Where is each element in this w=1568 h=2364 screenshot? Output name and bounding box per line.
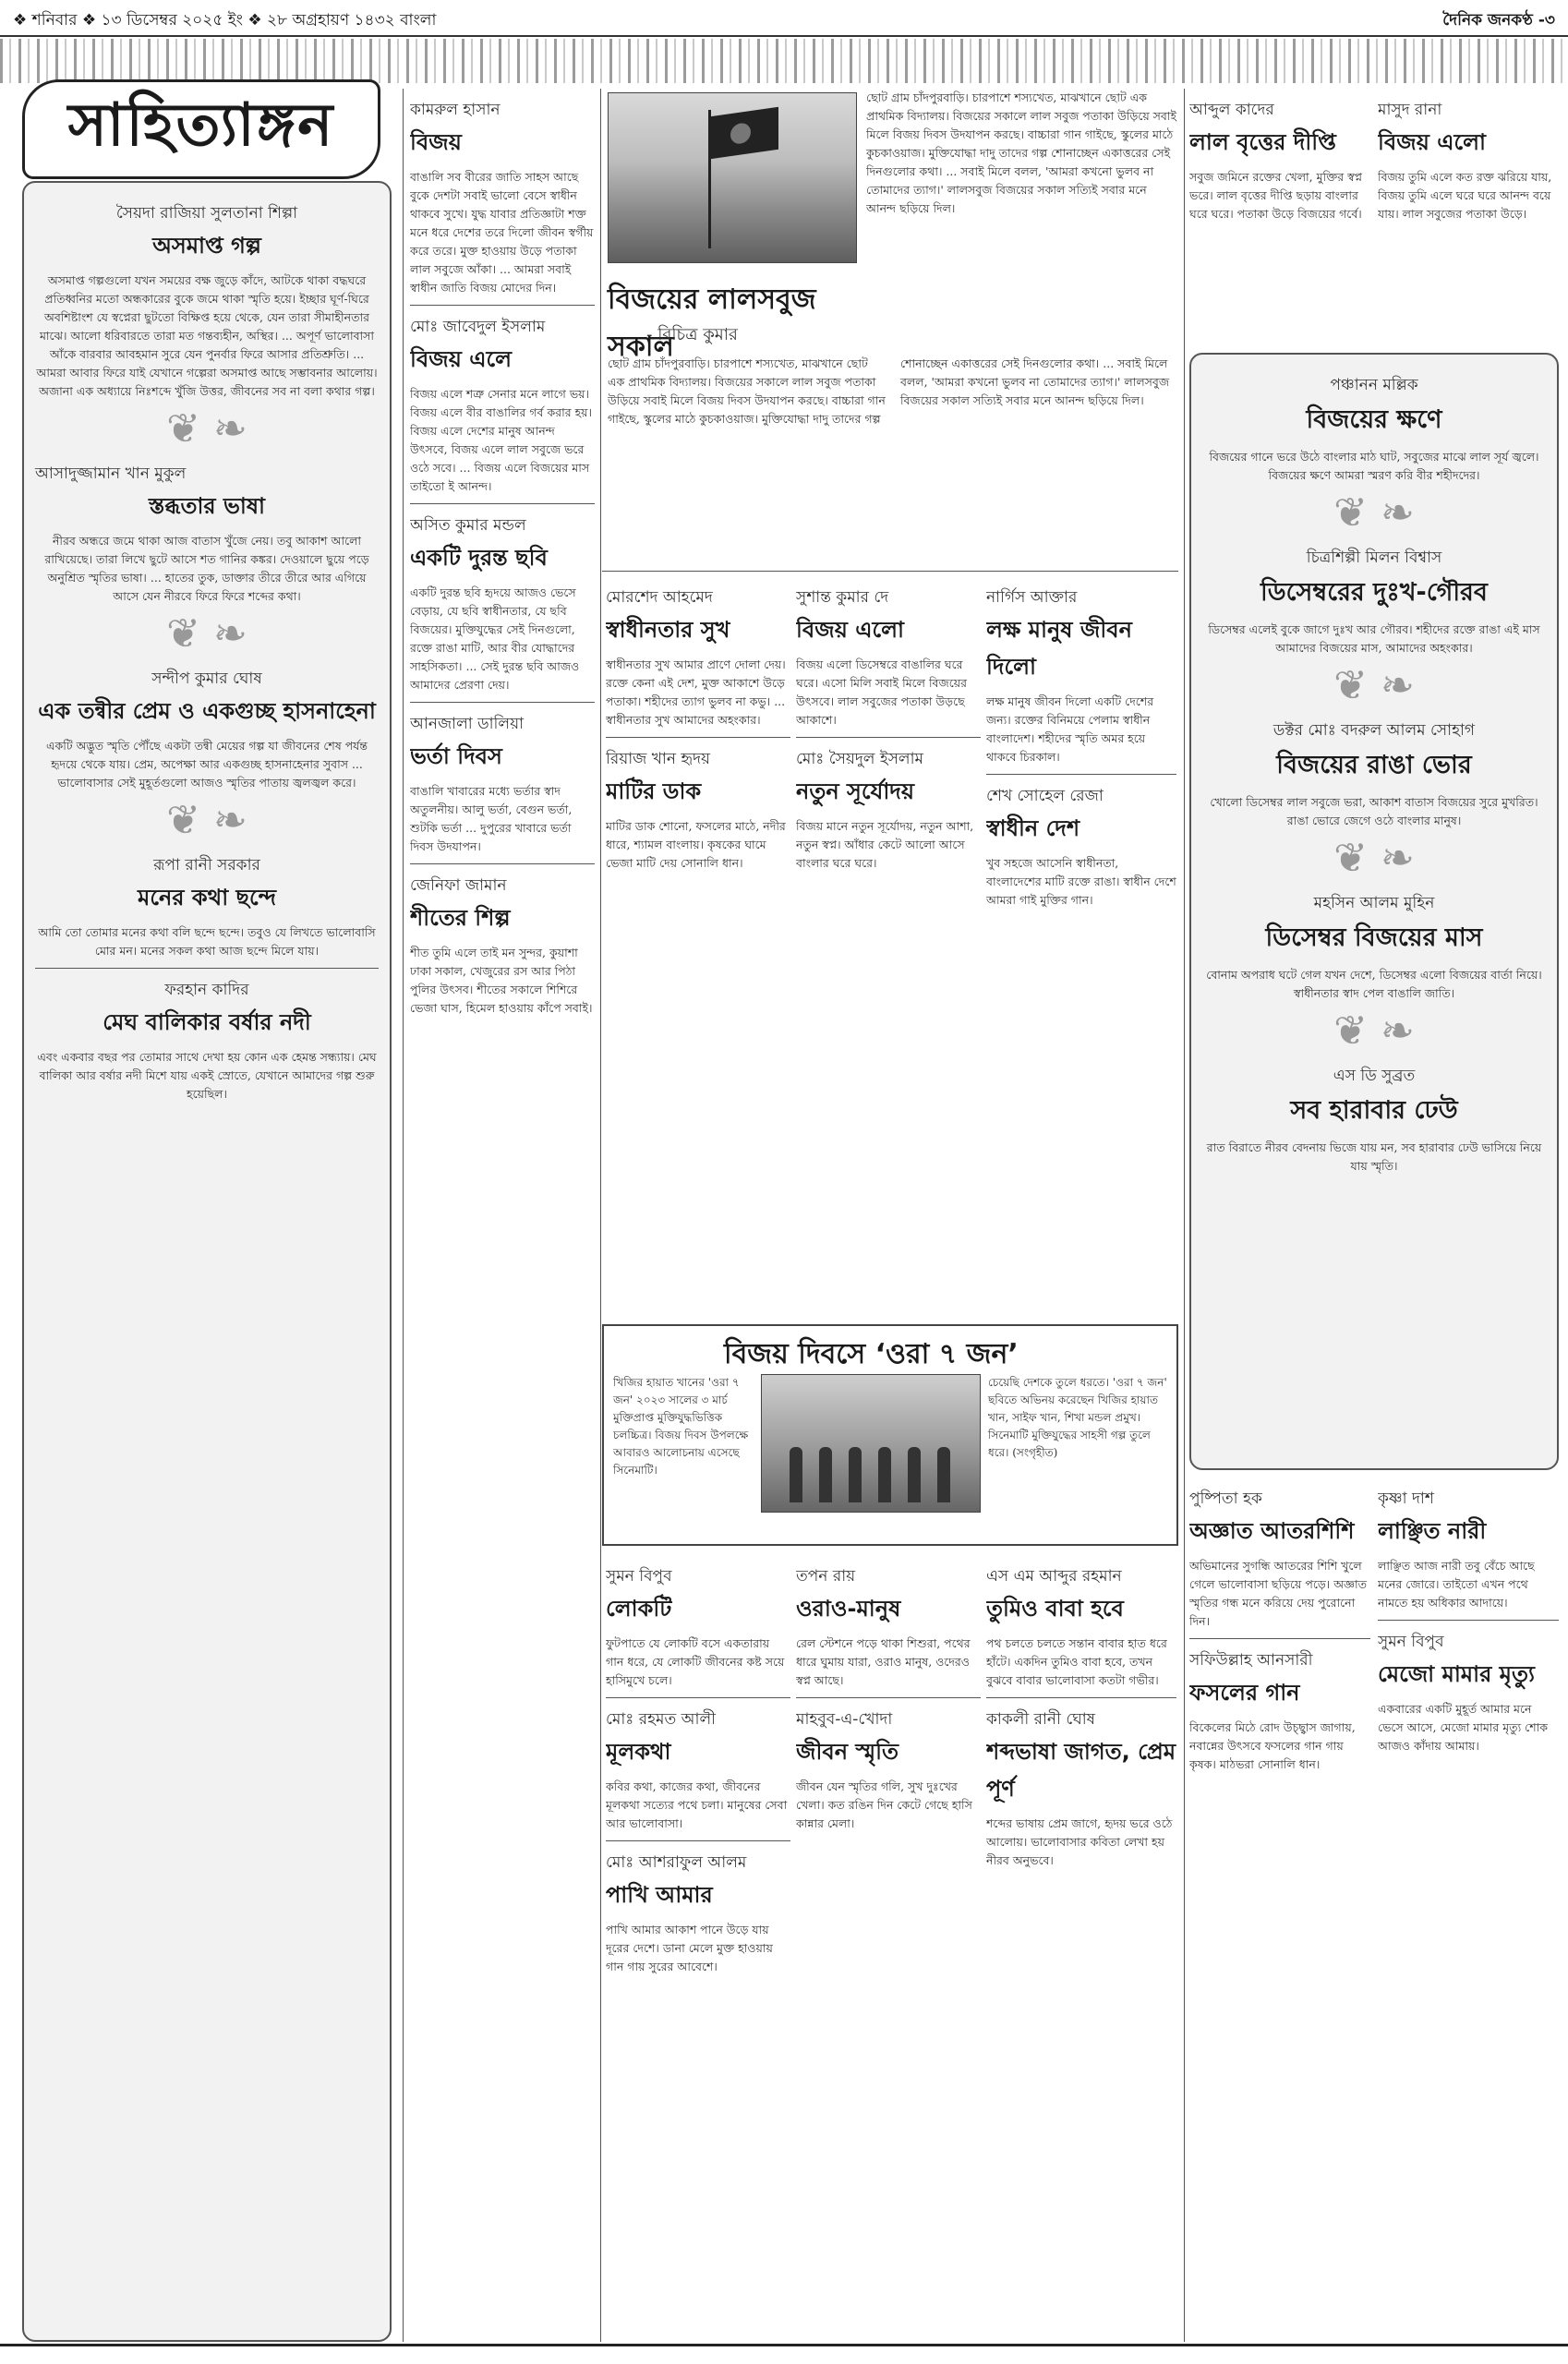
right-col-1-top [1189, 89, 1370, 347]
poem-title: বিজয় [410, 129, 462, 155]
byline: সফিউল্লাহ আনসারী [1189, 1651, 1313, 1670]
byline: সুমন বিপুব [606, 1567, 672, 1586]
poem-text: লক্ষ মানুষ জীবন দিলো একটি দেশের জন্য। রক্তের বিনিময়ে পেলাম স্বাধীন বাংলাদেশ। শহীদের স্মৃতি অমর হয়ে থাকবে চিরকাল। [986, 694, 1154, 764]
right-col-1-bottom [1189, 1478, 1370, 2340]
feature-title: বিজয় দিবসে ‘ওরা ৭ জন’ [724, 1338, 1019, 1370]
feature-text: চেয়েছি দেশকে তুলে ধরতে। 'ওরা ৭ জন' ছবিতে অভিনয় করেছেন খিজির হায়াত খান, সাইফ খান, শিখা মন্ডল প্রমুখ। সিনেমাটি মুক্তিযুদ্ধের সাহসী গল্প তুলে ধরে। (সংগৃহীত) [988, 1376, 1167, 1459]
poem-text: বোনাম অপরাধ ঘটে গেল যখন দেশে, ডিসেম্বর এলো বিজয়ের বার্তা নিয়ে। স্বাধীনতার স্বাদ পেল বাঙালি জাতি। [1206, 968, 1542, 1000]
article [35, 667, 379, 792]
figure-icon [819, 1447, 832, 1502]
flag-icon [710, 107, 778, 159]
byline: মোঃ রহমত আলী [606, 1710, 716, 1729]
byline: নার্গিস আক্তার [986, 588, 1078, 607]
poem-title: শব্দভাষা জাগত, প্রেম পূর্ণ [986, 1739, 1176, 1802]
poem-text: ফুটপাতে যে লোকটি বসে একতারায় গান ধরে, যে লোকটি জীবনের কষ্ট সয়ে হাসিমুখে চলে। [606, 1636, 785, 1687]
byline: কৃষ্ণা দাশ [1378, 1490, 1434, 1508]
main-story-title: বিজয়ের লালসবুজ সকাল [608, 283, 816, 363]
poem-text: রাত বিরাতে নীরব বেদনায় ভিজে যায় মন, সব হারাবার ঢেউ ভাসিয়ে নিয়ে যায় স্মৃতি। [1206, 1140, 1542, 1173]
poem-text: লাঞ্ছিত আজ নারী তবু বেঁচে আছে মনের জোরে। তাইতো এখন পথে নামতে হয় অধিকার আদায়ে। [1378, 1559, 1535, 1610]
poem-title: মূলকথা [606, 1739, 671, 1765]
main-story-text-continued: ছোট গ্রাম চাঁদপুরবাড়ি। চারপাশে শস্যখেত, মাঝখানে ছোট এক প্রাথমিক বিদ্যালয়। বিজয়ের সকালে লাল সবুজ পতাকা উড়িয়ে সবাই মিলে বিজয় দিবস উদযাপন করছে। বাচ্চারা গান গাইছে, স্কুলের মাঠে কুচকাওয়াজ। মুক্তিযোদ্ধা দাদু তাদের গল্প শোনাচ্ছেন একাত্তরের সেই দিনগুলোর কথা। ... সবাই মিলে বলল, 'আমরা কখনো ভুলব না তোমাদের ত্যাগ।' লালসবুজ বিজয়ের সকাল সত্যিই সবার মনে আনন্দ ছড়িয়ে দিল। [866, 90, 1177, 215]
byline: এস ডি সুব্রত [1333, 1067, 1416, 1085]
byline: মহসিন আলম মুহিন [1313, 894, 1435, 912]
feature-text: খিজির হায়াত খানের 'ওরা ৭ জন' ২০২৩ সালের ৩ মার্চ মুক্তিপ্রাপ্ত মুক্তিযুদ্ধভিত্তিক চলচ্চিত্র। বিজয় দিবস উপলক্ষে আবারও আলোচনায় এসেছে সিনেমাটি। [613, 1376, 749, 1477]
mid-col-2 [796, 576, 981, 1321]
bottom-col-1 [606, 1555, 790, 2340]
figure-icon [849, 1447, 862, 1502]
column-rule [1184, 89, 1185, 2342]
feature-box [602, 1324, 1178, 1546]
poem-title: তুমিও বাবা হবে [986, 1596, 1124, 1622]
byline: আনজালা ডালিয়া [410, 715, 525, 733]
byline: মাহবুব-এ-খোদা [796, 1710, 893, 1729]
byline: রূপা রানী সরকার [153, 856, 260, 874]
poem-title: বিজয়ের রাঙা ভোর [1276, 751, 1472, 779]
poem-title: ফসলের গান [1189, 1680, 1300, 1706]
article [35, 462, 379, 606]
right-col-2-bottom [1378, 1478, 1559, 2340]
poem-title: শীতের শিল্প [410, 905, 511, 931]
poem-text: বিকেলের মিঠে রোদ উচ্ছ্বাস জাগায়, নবান্নের উৎসবে ফসলের গান গায় কৃষক। মাঠভরা সোনালি ধান। [1189, 1720, 1356, 1771]
poem-text: বিজয় মানে নতুন সূর্যোদয়, নতুন আশা, নতুন স্বপ্ন। আঁধার কেটে আলো আসে বাংলার ঘরে ঘরে। [796, 819, 974, 870]
poem-text: ডিসেম্বর এলেই বুকে জাগে দুঃখ আর গৌরব। শহীদের রক্তে রাঙা এই মাস আমাদের বিজয়ের মাস, আমাদের অহংকার। [1208, 622, 1540, 655]
poem-title: ডিসেম্বরের দুঃখ-গৌরব [1260, 578, 1488, 607]
poem-text: সবুজ জমিনে রক্তের খেলা, মুক্তির স্বপ্ন ভরে। লাল বৃত্তের দীপ্তি ছড়ায় বাংলার ঘরে ঘরে। পতাকা উড়ে বিজয়ের গর্বে। [1189, 170, 1362, 221]
article [35, 978, 379, 1104]
poem-text: খোলো ডিসেম্বর লাল সবুজে ভরা, আকাশ বাতাস বিজয়ের সুরে মুখরিত। রাঙা ভোরে জেগে ওঠে বাংলার মানুষ। [1210, 795, 1538, 827]
divider [410, 702, 595, 703]
byline: সৈয়দা রাজিয়া সুলতানা শিল্পা [115, 204, 298, 223]
poem-title: অজ্ঞাত আতরশিশি [1189, 1518, 1355, 1544]
byline: কাকলী রানী ঘোষ [986, 1710, 1096, 1729]
poem-title: ডিসেম্বর বিজয়ের মাস [1265, 923, 1483, 952]
byline: সুমন বিপুব [1378, 1633, 1444, 1651]
poem-title: এক তন্বীর প্রেম ও একগুচ্ছ হাসনাহেনা [38, 698, 376, 724]
byline: চিত্রশিল্পী মিলন বিশ্বাস [1306, 549, 1442, 567]
poem-title: নতুন সূর্যোদয় [796, 778, 915, 804]
flourish-icon: ❦ ❧ [1333, 662, 1415, 709]
flourish-icon: ❦ ❧ [166, 610, 247, 657]
byline: পঞ্চানন মল্লিক [1330, 376, 1418, 394]
poem-title: মনের কথা ছন্দে [138, 885, 276, 911]
article [410, 874, 595, 1018]
poem-text: একবারের একটি মুহূর্ত আমার মনে ভেসে আসে, মেজো মামার মৃত্যু শোক আজও কাঁদায় আমায়। [1378, 1702, 1548, 1753]
flourish-icon: ❦ ❧ [1333, 1007, 1415, 1055]
main-story-body [608, 355, 1178, 567]
poem-text: বিজয় এলো ডিসেম্বরে বাঙালির ঘরে ঘরে। এসো মিলি সবাই মিলে বিজয়ের উৎসবে। লাল সবুজের পতাকা উড়ছে আকাশে। [796, 657, 967, 727]
right-box [1189, 353, 1559, 1470]
col-1 [22, 181, 392, 2342]
poem-text: বিজয় তুমি এলে কত রক্ত ঝরিয়ে যায়, বিজয় তুমি এলে ঘরে ঘরে আনন্দ বয়ে যায়। লাল সবুজের পতাকা উড়ে। [1378, 170, 1552, 221]
divider [606, 1697, 790, 1698]
article [410, 513, 595, 694]
divider [796, 1697, 981, 1698]
poem-text: এবং একবার বছর পর তোমার সাথে দেখা হয় কোন এক হেমন্ত সন্ধ্যায়। মেঘ বালিকা আর বর্ষার নদী মিশে যায় একই স্রোতে, যেখানে আমাদের গল্প শুরু হয়েছিল। [37, 1050, 377, 1101]
flourish-icon: ❦ ❧ [166, 405, 247, 452]
poem-text: পাখি আমার আকাশ পানে উড়ে যায় দূরের দেশে। ডানা মেলে মুক্ত হাওয়ায় গান গায় সুরের আবেশে। [606, 1923, 773, 1973]
flourish-icon: ❦ ❧ [1333, 835, 1415, 882]
poem-text: মাটির ডাক শোনো, ফসলের মাঠে, নদীর ধারে, শ্যামল বাংলায়। কৃষকের ঘামে ভেজা মাটি দেয় সোনালি ধান। [606, 819, 786, 870]
paper-name: দৈনিক জনকণ্ঠ -৩ [1442, 11, 1555, 30]
dateline: ❖ শনিবার ❖ ১৩ ডিসেম্বর ২০২৫ ইং ❖ ২৮ অগ্রহায়ণ ১৪৩২ বাংলা [13, 11, 437, 30]
divider [1189, 1638, 1370, 1639]
poem-text: অভিমানের সুগন্ধি আতরের শিশি খুলে গেলে ভালোবাসা ছড়িয়ে পড়ে। অজ্ঞাত স্মৃতির গন্ধ মনে করিয়ে দেয় পুরোনো দিন। [1189, 1559, 1368, 1628]
divider [1378, 1620, 1559, 1621]
article [410, 712, 595, 856]
poem-text: শীত তুমি এলে তাই মন সুন্দর, কুয়াশা ঢাকা সকাল, খেজুরের রস আর পিঠা পুলির উৎসব। শীতের সকালে শিশিরে ভেজা ঘাস, হিমেল হাওয়ায় কাঁপে সবাই। [410, 946, 593, 1015]
byline: মোঃ সৈয়দুল ইসলাম [796, 750, 923, 768]
divider [410, 503, 595, 504]
column-rule [600, 89, 601, 2342]
byline: সন্দীপ কুমার ঘোষ [151, 669, 262, 688]
poem-title: মেঘ বালিকার বর্ষার নদী [103, 1009, 311, 1035]
bottom-col-2 [796, 1555, 981, 2340]
poem-text: কবির কথা, কাজের কথা, জীবনের মূলকথা সত্যের পথে চলা। মানুষের সেবা আর ভালোবাসা। [606, 1779, 788, 1830]
mid-col-3 [986, 576, 1176, 1321]
divider [606, 737, 790, 738]
mid-col-1 [606, 576, 790, 1321]
poem-title: বিজয় এলে [410, 346, 512, 372]
poem-text: খুব সহজে আসেনি স্বাধীনতা, বাংলাদেশের মাটি রক্তে রাঙা। স্বাধীন দেশে আমরা গাই মুক্তির গান। [986, 856, 1176, 907]
poem-text: বিজয়ের গানে ভরে উঠে বাংলার মাঠ ঘাট, সবুজের মাঝে লাল সূর্য জ্বলে। বিজয়ের ক্ষণে আমরা স্মরণ করি বীর শহীদদের। [1209, 450, 1539, 482]
poem-title: স্তব্ধতার ভাষা [148, 493, 266, 519]
bottom-col-3 [986, 1555, 1176, 2340]
main-story-text: ছোট গ্রাম চাঁদপুরবাড়ি। চারপাশে শস্যখেত, মাঝখানে ছোট এক প্রাথমিক বিদ্যালয়। বিজয়ের সকালে লাল সবুজ পতাকা উড়িয়ে সবাই মিলে বিজয় দিবস উদযাপন করছে। বাচ্চারা গান গাইছে, স্কুলের মাঠে কুচকাওয়াজ। মুক্তিযোদ্ধা দাদু তাদের গল্প শোনাচ্ছেন একাত্তরের সেই দিনগুলোর কথা। ... সবাই মিলে বলল, 'আমরা কখনো ভুলব না তোমাদের ত্যাগ।' লালসবুজ বিজয়ের সকাল সত্যিই সবার মনে আনন্দ ছড়িয়ে দিল। [608, 356, 1170, 426]
figure-icon [878, 1447, 891, 1502]
film-still-photo [761, 1374, 981, 1513]
poem-title: মেজো মামার মৃত্যু [1378, 1661, 1535, 1687]
byline: মোরশেদ আহমেদ [606, 588, 713, 607]
poem-title: বিজয় এলো [796, 617, 904, 643]
poem-text: আমি তো তোমার মনের কথা বলি ছন্দে ছন্দে। তবুও যে লিখতে ভালোবাসি মোর মন। মনের সকল কথা আজ ছন্দে মিলে যায়। [38, 925, 376, 958]
poem-text: নীরব অন্ধরে জমে থাকা আজ বাতাস খুঁজে নেয়। তবু আকাশ আলো রাখিয়েছে। তারা লিখে ছুটে আসে শত গানির কঙ্কর। দেওয়ালে ছুয়ে পড়ে অনুশ্রিত স্মৃতির ভাষা। ... হাতের তুক, ডাক্তার তীরে তীরে আর এগিয়ে আসে যেন নীরবে ফিরে ফিরে শব্দের কথা। [44, 534, 369, 603]
poem-title: বিজয়ের ক্ষণে [1306, 405, 1442, 434]
poem-text: অসমাপ্ত গল্পগুলো যখন সময়ের বক্ষ জুড়ে কাঁদে, আটকে থাকা বদ্ধঘরে প্রতিধ্বনির মতো অন্ধকারের বুকে জমে থাকা স্মৃতি হয়ে। ইচ্ছার ঘূর্ণ-ঘিরে অবশিষ্টাংশ যে স্বপ্নেরা ছুটতো বিক্ষিপ্ত হয়ে থেকে, যেন তারা সীমাহীনতার মাঝে। আলো ধরিবারতে তারা মত গন্তব্যহীন, অস্থির। ... অপূর্ণ ভালোবাসা আঁকে বারবার আবহমান সুরে যেন পুনর্বার ফিরে আসার প্রতিশ্রুতি। ... আমরা আবার ফিরে যাই যেখানে গল্পেরা অসমাপ্ত আছে সম্ভাবনার আলোয়। অজানা এক অধ্যায়ে নিঃশব্দে খুঁজি উত্তর, জীবনের সব না বলা কথার গল্প। [36, 273, 378, 398]
article [410, 98, 595, 297]
byline: তপন রায় [796, 1567, 856, 1586]
byline: মাসুদ রানা [1378, 101, 1442, 119]
figure-icon [790, 1447, 802, 1502]
poem-title: বিজয় এলো [1378, 129, 1486, 155]
page-header [0, 0, 1568, 37]
poem-title: একটি দুরন্ত ছবি [410, 545, 548, 571]
byline: ডক্টর মোঃ বদরুল আলম সোহাগ [1272, 721, 1476, 740]
main-story-byline: - বিচিত্র কুমার [646, 325, 738, 344]
byline: আব্দুল কাদের [1189, 101, 1274, 119]
poem-title: লক্ষ মানুষ জীবন দিলো [986, 617, 1132, 680]
poem-title: ওরাও-মানুষ [796, 1596, 901, 1622]
poem-text: শব্দের ভাষায় প্রেম জাগে, হৃদয় ভরে ওঠে আলোয়। ভালোবাসার কবিতা লেখা হয় নীরব অনুভবে। [986, 1816, 1173, 1867]
flourish-icon: ❦ ❧ [1333, 489, 1415, 537]
flourish-icon: ❦ ❧ [166, 797, 247, 844]
divider [410, 305, 595, 306]
poem-title: অসমাপ্ত গল্প [152, 233, 261, 259]
article [410, 315, 595, 496]
poem-title: লাল বৃত্তের দীপ্তি [1189, 129, 1336, 155]
ornament-band [0, 39, 1568, 83]
poem-text: বাঙালি খাবারের মধ্যে ভর্তার স্বাদ অতুলনীয়। আলু ভর্তা, বেগুন ভর্তা, শুটকি ভর্তা ... দুপুরের খাবারে ভর্তা দিবস উদযাপন। [410, 784, 573, 853]
poem-title: জীবন স্মৃতি [796, 1739, 899, 1765]
byline: আসাদুজ্জামান খান মুকুল [35, 464, 187, 483]
poem-text: একটি দুরন্ত ছবি হৃদয়ে আজও ভেসে বেড়ায়, যে ছবি স্বাধীনতার, যে ছবি বিজয়ের। মুক্তিযুদ্ধের সেই দিনগুলো, রক্তে রাঙা মাটি, আর বীর যোদ্ধাদের সাহসিকতা। ... সেই দুরন্ত ছবি আজও আমাদের প্রেরণা দেয়। [410, 585, 580, 692]
byline: জেনিফা জামান [410, 876, 507, 895]
poem-title: স্বাধীনতার সুখ [606, 617, 730, 643]
byline: মোঃ জাবেদুল ইসলাম [410, 318, 546, 336]
poem-text: একটি অদ্ভুত স্মৃতি পৌঁছে একটা তন্বী মেয়ের গল্প যা জীবনের শেষ পর্যন্ত হৃদয়ে থেকে যায়। প্রেম, অপেক্ষা আর একগুচ্ছ হাসনাহেনার সুবাস ... ভালোবাসার সেই মুহূর্তগুলো আজও স্মৃতির পাতায় জ্বলজ্বল করে। [46, 739, 368, 790]
poem-title: পাখি আমার [606, 1882, 713, 1908]
article [35, 853, 379, 960]
divider [986, 774, 1176, 775]
figure-icon [908, 1447, 921, 1502]
byline: এস এম আব্দুর রহমান [986, 1567, 1122, 1586]
byline: পুষ্পিতা হক [1189, 1490, 1262, 1508]
flag-photo [608, 92, 857, 263]
section-masthead [22, 79, 380, 179]
divider [986, 1697, 1176, 1698]
footer-rule [0, 2344, 1568, 2346]
poem-title: লোকটি [606, 1596, 672, 1622]
main-story-continued [866, 89, 1178, 356]
byline: ফরহান কাদির [164, 981, 249, 999]
poem-title: লাঞ্ছিত নারী [1378, 1518, 1487, 1544]
byline: সুশান্ত কুমার দে [796, 588, 889, 607]
byline: অসিত কুমার মন্ডল [410, 516, 526, 535]
poem-title: স্বাধীন দেশ [986, 815, 1080, 841]
col-2 [410, 89, 595, 2342]
byline: রিয়াজ খান হৃদয় [606, 750, 711, 768]
divider [410, 863, 595, 864]
figure-icon [937, 1447, 950, 1502]
poem-text: রেল স্টেশনে পড়ে থাকা শিশুরা, পথের ধারে ঘুমায় যারা, ওরাও মানুষ, ওদেরও স্বপ্ন আছে। [796, 1636, 971, 1687]
right-col-2-top [1378, 89, 1559, 347]
divider [35, 968, 379, 969]
poem-text: স্বাধীনতার সুখ আমার প্রাণে দোলা দেয়। রক্তে কেনা এই দেশ, মুক্ত আকাশে উড়ে পতাকা। শহীদের ত্যাগ ভুলব না কভু। ... স্বাধীনতার সুখ আমাদের অহংকার। [606, 657, 786, 727]
column-rule [403, 89, 404, 2342]
poem-text: বিজয় এলে শত্রু সেনার মনে লাগে ভয়। বিজয় এলে বীর বাঙালির গর্ব করার হয়। বিজয় এলে দেশের মানুষ আনন্দ উৎসবে, বিজয় এলে লাল সবুজে ভরে ওঠে সবে। ... বিজয় এলে বিজয়ের মাস তাইতো ই আনন্দ। [410, 387, 592, 493]
poem-text: পথ চলতে চলতে সন্তান বাবার হাত ধরে হাঁটে। একদিন তুমিও বাবা হবে, তখন বুঝবে বাবার ভালোবাসা কতটা গভীর। [986, 1636, 1167, 1687]
divider [602, 571, 1178, 572]
section-title: সাহিত্যাঙ্গন [67, 90, 335, 160]
poem-title: মাটির ডাক [606, 778, 702, 804]
article [35, 201, 379, 401]
poem-title: ভর্তা দিবস [410, 743, 502, 769]
poem-text: জীবন যেন স্মৃতির গলি, সুখ দুঃখের খেলা। কত রঙিন দিন কেটে গেছে হাসি কান্নার মেলা। [796, 1779, 972, 1830]
divider [606, 1840, 790, 1841]
poem-title: সব হারাবার ঢেউ [1290, 1096, 1458, 1125]
byline: মোঃ আশরাফুল আলম [606, 1853, 747, 1872]
divider [796, 737, 981, 738]
poem-text: বাঙালি সব বীরের জাতি সাহস আছে বুকে দেশটা সবাই ভালো বেসে স্বাধীন থাকবে সুখে। যুদ্ধ যাবার প্রতিজ্ঞাটা শক্ত মনে ধরে দেশের তরে দিলো জীবন স্বর্গীয় করে তরে। মুক্ত হাওয়ায় উড়ে পতাকা লাল সবুজে আঁকা। ... আমরা সবাই স্বাধীন জাতি বিজয় মোদের দিন। [410, 170, 594, 295]
byline: কামরুল হাসান [410, 101, 501, 119]
byline: শেখ সোহেল রেজা [986, 787, 1104, 805]
